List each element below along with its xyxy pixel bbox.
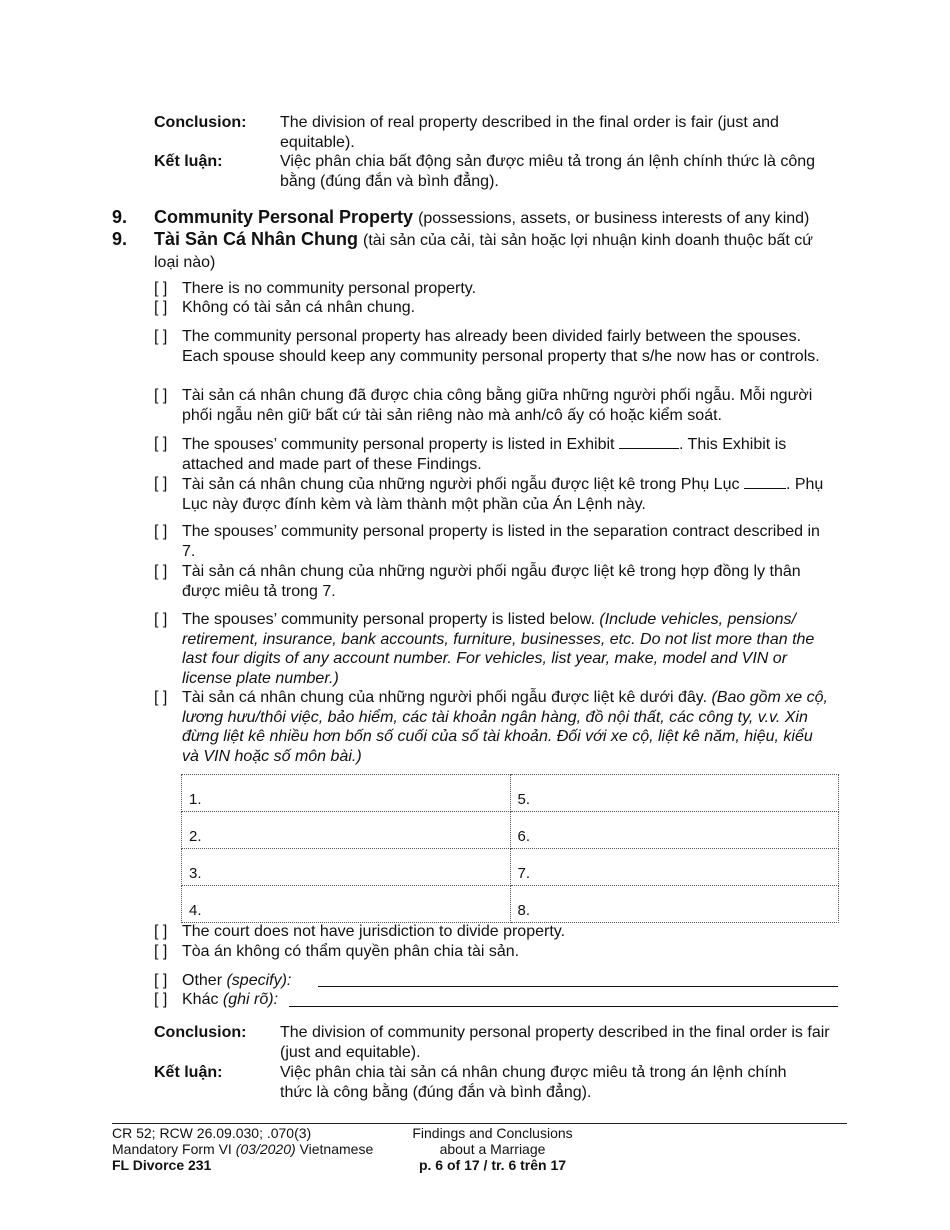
table-cell[interactable]: 7.: [510, 849, 839, 886]
conclusion-bottom-label-vi: Kết luận:: [154, 1064, 223, 1081]
section-number-vi: 9.: [112, 229, 128, 249]
option-other-vi-note: (ghi rõ):: [222, 991, 279, 1008]
section-number-en: 9.: [112, 207, 128, 227]
section-title-vi: Tài Sản Cá Nhân Chung: [154, 229, 359, 249]
option-nojuris-vi: Tòa án không có thẩm quyền phân chia tài sản.: [182, 943, 520, 960]
checkbox-none-en[interactable]: [ ]: [154, 280, 168, 297]
option-below-vi-note: (Bao gồm xe cộ, lương hưu/thôi việc, bảo hiểm, các tài khoản ngân hàng, đồ nội thất, các công ty, v.v. Xin đừng liệt kê nhiều hơn bốn số cuối của số tài khoản. Đối với xe cộ, liệt kê năm, hiệu, kiểu và VIN hoặc số môn bài.): [182, 689, 828, 765]
section-paren-en: (possessions, assets, or business interests of any kind): [418, 210, 810, 227]
table-cell[interactable]: 3.: [182, 849, 511, 886]
option-below-en-note: (Include vehicles, pensions/ retirement, insurance, bank accounts, furniture, businesses, etc. Do not list more than the last four digits of any account number. For vehicles, list year, make, model and VIN or license plate number.): [182, 611, 815, 687]
checkbox-divided-vi[interactable]: [ ]: [154, 387, 168, 404]
footer-form-line: [112, 1141, 412, 1157]
footer-center: [390, 1125, 595, 1173]
option-below-en-text: The spouses’ community personal property is listed below.: [182, 611, 595, 628]
exhibit-number-blank-en[interactable]: [619, 434, 679, 449]
table-cell[interactable]: 4.: [182, 886, 511, 923]
footer-form-prefix: Mandatory Form VI: [112, 1141, 232, 1157]
table-cell[interactable]: 2.: [182, 812, 511, 849]
footer-form-lang: Vietnamese: [299, 1141, 374, 1157]
conclusion-label-en: Conclusion:: [154, 114, 247, 131]
table-cell[interactable]: 8.: [510, 886, 839, 923]
checkbox-exhibit-en[interactable]: [ ]: [154, 435, 168, 452]
table-cell[interactable]: 1.: [182, 775, 511, 812]
section-heading-en: [154, 207, 854, 229]
footer-form-id: FL Divorce 231: [112, 1157, 212, 1173]
option-below-en: [182, 610, 832, 688]
option-exhibit-en-b: . This Exhibit is attached and made part of these Findings.: [182, 436, 787, 473]
conclusion-label-vi: Kết luận:: [154, 153, 223, 170]
option-exhibit-vi-a: Tài sản cá nhân chung của những người phối ngẫu được liệt kê trong Phụ Lục: [182, 476, 740, 493]
checkbox-other-en[interactable]: [ ]: [154, 972, 168, 989]
option-below-vi-text: Tài sản cá nhân chung của những người phối ngẫu được liệt kê dưới đây.: [182, 689, 708, 706]
checkbox-contract-vi[interactable]: [ ]: [154, 563, 168, 580]
other-specify-line-vi[interactable]: [289, 1006, 838, 1007]
property-table: [181, 774, 839, 923]
footer-title-line2: about a Marriage: [439, 1141, 546, 1157]
section-title-en: Community Personal Property: [154, 207, 414, 227]
option-other-vi-text: Khác: [182, 991, 219, 1008]
option-contract-vi: Tài sản cá nhân chung của những người phối ngẫu được liệt kê trong hợp đồng ly thân được miêu tả trong 7.: [182, 563, 801, 600]
option-below-vi: [182, 688, 832, 766]
option-other-en-text: Other: [182, 972, 223, 989]
table-cell[interactable]: 6.: [510, 812, 839, 849]
section-heading-vi: [154, 229, 824, 273]
table-row: [182, 775, 839, 812]
table-row: [182, 886, 839, 923]
option-exhibit-vi: [182, 474, 832, 514]
checkbox-contract-en[interactable]: [ ]: [154, 523, 168, 540]
footer-statute: CR 52; RCW 26.09.030; .070(3): [112, 1125, 312, 1141]
table-cell[interactable]: 5.: [510, 775, 839, 812]
option-nojuris-en: The court does not have jurisdiction to divide property.: [182, 923, 566, 940]
checkbox-other-vi[interactable]: [ ]: [154, 991, 168, 1008]
conclusion-bottom-text-vi: Việc phân chia tài sản cá nhân chung được miêu tả trong án lệnh chính thức là công bằng (đúng đắn và bình đẳng).: [280, 1064, 787, 1101]
conclusion-bottom-label-en: Conclusion:: [154, 1024, 247, 1041]
conclusion-text-vi: Việc phân chia bất động sản được miêu tả trong án lệnh chính thức là công bằng (đúng đắn và bình đẳng).: [280, 153, 816, 190]
option-other-en-note: (specify):: [226, 972, 292, 989]
option-exhibit-en-a: The spouses’ community personal property is listed in Exhibit: [182, 436, 615, 453]
checkbox-below-en[interactable]: [ ]: [154, 611, 168, 628]
checkbox-below-vi[interactable]: [ ]: [154, 689, 168, 706]
option-none-en: There is no community personal property.: [182, 280, 477, 297]
option-divided-vi: Tài sản cá nhân chung đã được chia công bằng giữa những người phối ngẫu. Mỗi người phối ngẫu nên giữ bất cứ tài sản riêng nào mà anh/cô ấy có hoặc kiểm soát.: [182, 387, 813, 424]
option-exhibit-en: [182, 434, 832, 474]
footer-page-number: p. 6 of 17 / tr. 6 trên 17: [418, 1157, 567, 1173]
footer-left: [112, 1125, 412, 1173]
footer-title-line1: Findings and Conclusions: [412, 1125, 573, 1141]
conclusion-text-en: The division of real property described in the final order is fair (just and equitable).: [280, 114, 779, 151]
section-paren-vi: (tài sản của cải, tài sản hoặc lợi nhuận kinh doanh thuộc bất cứ loại nào): [154, 232, 813, 271]
option-other-en: [182, 971, 291, 991]
checkbox-divided-en[interactable]: [ ]: [154, 328, 168, 345]
footer-form-date: (03/2020): [235, 1141, 296, 1157]
table-row: [182, 849, 839, 886]
conclusion-bottom-text-en: The division of community personal property described in the final order is fair (just and equitable).: [280, 1024, 830, 1061]
option-other-vi: [182, 990, 278, 1010]
other-specify-line-en[interactable]: [318, 986, 838, 987]
checkbox-none-vi[interactable]: [ ]: [154, 299, 168, 316]
table-row: [182, 812, 839, 849]
option-divided-en: The community personal property has already been divided fairly between the spouses. Each spouse should keep any community personal property that s/he now has or controls.: [182, 328, 820, 365]
checkbox-nojuris-en[interactable]: [ ]: [154, 923, 168, 940]
option-none-vi: Không có tài sản cá nhân chung.: [182, 299, 416, 316]
checkbox-exhibit-vi[interactable]: [ ]: [154, 475, 168, 492]
footer-divider: [112, 1123, 847, 1124]
option-contract-en: The spouses’ community personal property is listed in the separation contract described in 7.: [182, 523, 820, 560]
checkbox-nojuris-vi[interactable]: [ ]: [154, 943, 168, 960]
option-exhibit-vi-b: . Phụ Lục này được đính kèm và làm thành một phần của Án Lệnh này.: [182, 476, 824, 513]
exhibit-number-blank-vi[interactable]: [744, 474, 786, 489]
